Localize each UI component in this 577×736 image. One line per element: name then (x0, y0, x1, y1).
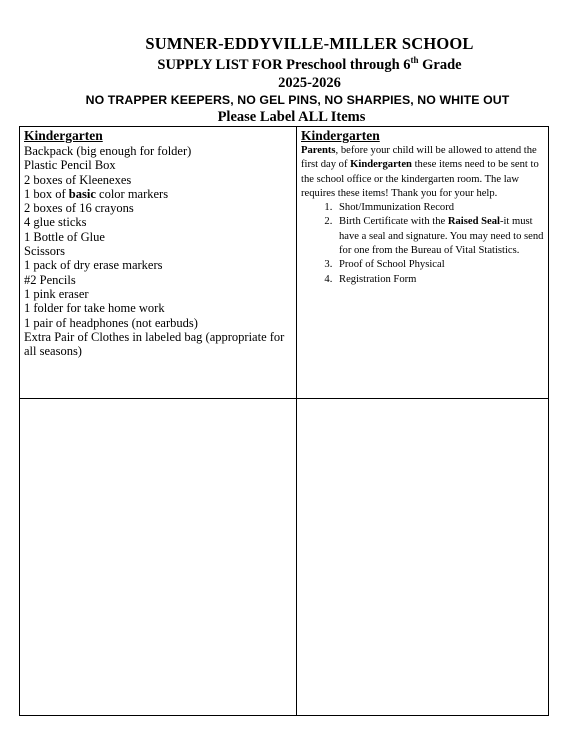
supply-item: 1 folder for take home work (24, 301, 165, 316)
kindergarten-heading: Kindergarten (24, 128, 103, 143)
supply-item: 1 pair of headphones (not earbuds) (24, 315, 198, 330)
kindergarten-requirements-cell (297, 127, 549, 399)
school-year: 2025-2026 (278, 75, 341, 91)
supply-list-superscript: th (410, 55, 419, 65)
requirement-emphasis: Raised Seal (447, 216, 500, 228)
supply-table (19, 126, 549, 716)
requirement-item (335, 215, 544, 258)
requirement-item: 3. Proof of School Physical (335, 258, 544, 272)
empty-cell (297, 399, 549, 716)
supply-item: Backpack (big enough for folder) (24, 144, 192, 158)
intro-bold: Kindergarten (350, 159, 412, 171)
school-name: SUMNER-EDDYVILLE-MILLER SCHOOL (145, 34, 474, 53)
supply-item-text: 1 box of (24, 186, 69, 201)
requirement-item: 4. Registration Form (335, 273, 544, 287)
supply-item: 4 glue sticks (24, 215, 87, 230)
supply-item: Scissors (24, 244, 65, 259)
requirement-item: 1. Shot/Immunization Record (335, 201, 544, 215)
supply-item: #2 Pencils (24, 272, 76, 287)
warning-banner: NO TRAPPER KEEPERS, NO GEL PINS, NO SHARPIES, NO WHITE OUT (85, 93, 510, 107)
supply-item-text: color markers (95, 186, 169, 201)
supply-item (24, 187, 292, 201)
intro-text: these items need to be sent to the school office or the kindergarten room. The law requires these items! Thank you for your help. (301, 159, 539, 199)
table-row (20, 399, 549, 716)
parents-intro (301, 144, 544, 201)
kindergarten-heading: Kindergarten (301, 128, 380, 143)
supply-list-prefix: SUPPLY LIST FOR Preschool through 6 (157, 56, 411, 73)
supply-item: 1 pack of dry erase markers (24, 258, 163, 273)
intro-bold: Parents (301, 145, 336, 156)
supply-item: Plastic Pencil Box (24, 158, 116, 173)
kindergarten-supplies-cell (20, 127, 297, 399)
supply-list-title (0, 55, 577, 74)
table-row (20, 127, 549, 399)
requirement-text: -it must have a seal and signature. You may need to send for one from the Bureau of Vital Statistics. (339, 216, 544, 257)
supply-item: Extra Pair of Clothes in labeled bag (appropriate for all seasons) (24, 329, 285, 359)
intro-text: , before your child will be allowed to attend the first day of (301, 145, 537, 171)
supply-item: 1 Bottle of Glue (24, 229, 105, 244)
supply-item: 1 pink eraser (24, 286, 89, 301)
parents-notice (301, 144, 544, 287)
supply-item: 2 boxes of Kleenexes (24, 172, 132, 187)
supply-items-list (24, 144, 292, 358)
requirement-text: Birth Certificate with the (339, 216, 448, 228)
empty-cell (20, 399, 297, 716)
supply-item-emphasis: basic (68, 186, 96, 201)
supply-list-suffix: Grade (418, 56, 462, 73)
label-notice: Please Label ALL Items (217, 109, 366, 125)
supply-item: 2 boxes of 16 crayons (24, 201, 134, 216)
requirements-list (301, 201, 544, 287)
